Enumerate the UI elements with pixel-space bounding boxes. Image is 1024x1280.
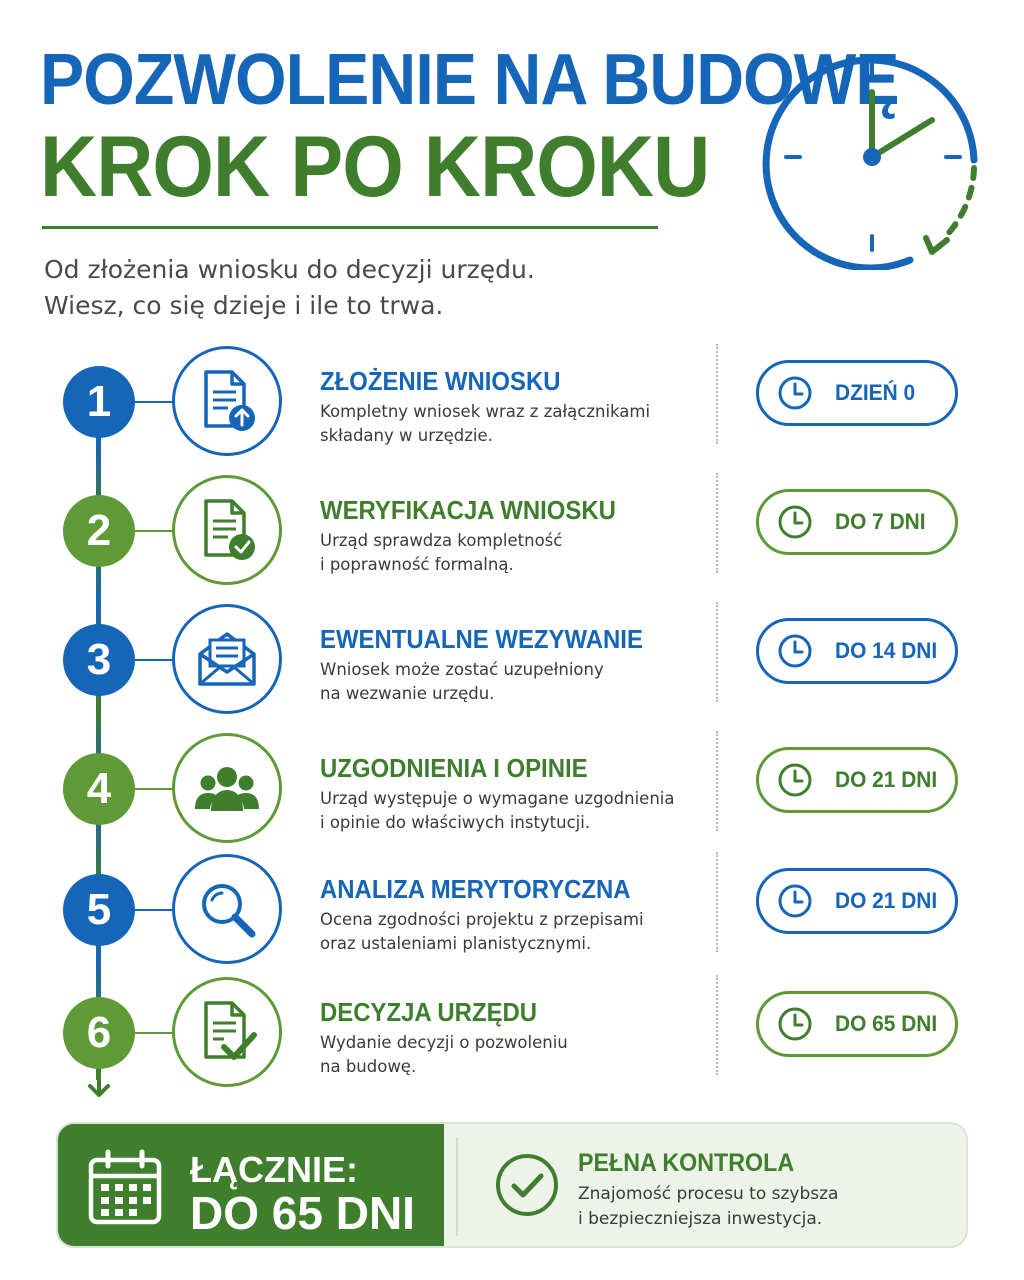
people-group-icon [192, 753, 262, 823]
duration-badge [756, 991, 958, 1057]
separator-dotted [716, 344, 718, 444]
check-circle-icon [494, 1152, 560, 1218]
step-description [320, 529, 562, 577]
clock-icon [777, 504, 813, 540]
step-description-line: i opinie do właściwych instytucji. [320, 813, 591, 832]
document-check-icon [192, 495, 262, 565]
clock-icon [777, 375, 813, 411]
step-number: 5 [63, 874, 135, 946]
step-description-line: oraz ustaleniami planistycznymi. [320, 934, 592, 953]
separator-dotted [716, 731, 718, 831]
step-number: 6 [63, 997, 135, 1069]
duration-label: DO 21 DNI [835, 767, 938, 792]
document-approved-icon [192, 997, 262, 1067]
separator-dotted [716, 473, 718, 573]
magnifier-icon [192, 874, 262, 944]
title-divider [42, 226, 658, 229]
step-description [320, 400, 650, 448]
step-title: WERYFIKACJA WNIOSKU [320, 495, 616, 525]
step-description [320, 908, 644, 956]
step-1 [0, 344, 1024, 464]
duration-badge [756, 618, 958, 684]
step-connector [135, 530, 175, 532]
control-description-line: Znajomość procesu to szybsza [578, 1184, 839, 1204]
subtitle-line1: Od złożenia wniosku do decyzji urzędu. [44, 255, 535, 284]
step-number: 2 [63, 495, 135, 567]
step-description-line: Urząd występuje o wymagane uzgodnienia [320, 789, 675, 808]
step-connector [135, 788, 175, 790]
step-connector [135, 401, 175, 403]
step-description-line: Wniosek może zostać uzupełniony [320, 660, 604, 679]
step-6 [0, 975, 1024, 1095]
duration-label: DO 7 DNI [835, 509, 926, 534]
clock-icon [777, 633, 813, 669]
step-title: ZŁOŻENIE WNIOSKU [320, 366, 561, 396]
clock-icon [760, 40, 990, 270]
step-number: 1 [63, 366, 135, 438]
step-icon-circle [172, 733, 282, 843]
separator-dotted [716, 975, 718, 1075]
page-title-line2: KROK PO KROKU [40, 119, 710, 215]
step-description-line: Urząd sprawdza kompletność [320, 531, 563, 550]
envelope-icon [192, 624, 262, 694]
document-upload-icon [192, 366, 262, 436]
duration-label: DO 65 DNI [835, 1011, 938, 1036]
step-description [320, 1031, 568, 1079]
step-description-line: i poprawność formalną. [320, 555, 514, 574]
step-connector [135, 909, 175, 911]
duration-label: DZIEŃ 0 [835, 380, 916, 405]
step-2 [0, 473, 1024, 593]
summary-divider [456, 1138, 458, 1236]
page-subtitle [44, 252, 535, 324]
page-title-line1: POZWOLENIE NA BUDOWĘ [40, 40, 899, 120]
separator-dotted [716, 602, 718, 702]
calendar-icon [86, 1148, 164, 1226]
clock-icon [777, 883, 813, 919]
control-description-line: i bezpieczniejsza inwestycja. [578, 1209, 823, 1229]
step-description [320, 658, 604, 706]
step-icon-circle [172, 475, 282, 585]
summary-bar [56, 1122, 968, 1248]
step-title: EWENTUALNE WEZYWANIE [320, 624, 643, 654]
step-icon-circle [172, 604, 282, 714]
step-icon-circle [172, 977, 282, 1087]
step-5 [0, 852, 1024, 972]
step-title: ANALIZA MERYTORYCZNA [320, 874, 631, 904]
duration-label: DO 14 DNI [835, 638, 938, 663]
duration-badge [756, 868, 958, 934]
step-description [320, 787, 674, 835]
step-icon-circle [172, 346, 282, 456]
duration-label: DO 21 DNI [835, 888, 938, 913]
subtitle-line2: Wiesz, co się dzieje i ile to trwa. [44, 291, 444, 320]
step-number: 3 [63, 624, 135, 696]
step-connector [135, 659, 175, 661]
total-value: DO 65 DNI [190, 1187, 415, 1239]
total-label: ŁĄCZNIE: [190, 1149, 358, 1190]
step-icon-circle [172, 854, 282, 964]
duration-badge [756, 747, 958, 813]
step-4 [0, 731, 1024, 851]
control-title: PEŁNA KONTROLA [578, 1149, 795, 1177]
step-description-line: Kompletny wniosek wraz z załącznikami [320, 402, 651, 421]
step-title: UZGODNIENIA I OPINIE [320, 753, 588, 783]
control-description [578, 1182, 838, 1232]
duration-badge [756, 489, 958, 555]
step-description-line: na budowę. [320, 1057, 417, 1076]
step-description-line: Ocena zgodności projektu z przepisami [320, 910, 644, 929]
step-number: 4 [63, 753, 135, 825]
step-connector [135, 1032, 175, 1034]
step-description-line: składany w urzędzie. [320, 426, 493, 445]
duration-badge [756, 360, 958, 426]
clock-icon [777, 762, 813, 798]
total-panel [58, 1124, 444, 1248]
step-description-line: na wezwanie urzędu. [320, 684, 495, 703]
clock-icon [777, 1006, 813, 1042]
step-3 [0, 602, 1024, 722]
step-description-line: Wydanie decyzji o pozwoleniu [320, 1033, 568, 1052]
separator-dotted [716, 852, 718, 952]
step-title: DECYZJA URZĘDU [320, 997, 538, 1027]
